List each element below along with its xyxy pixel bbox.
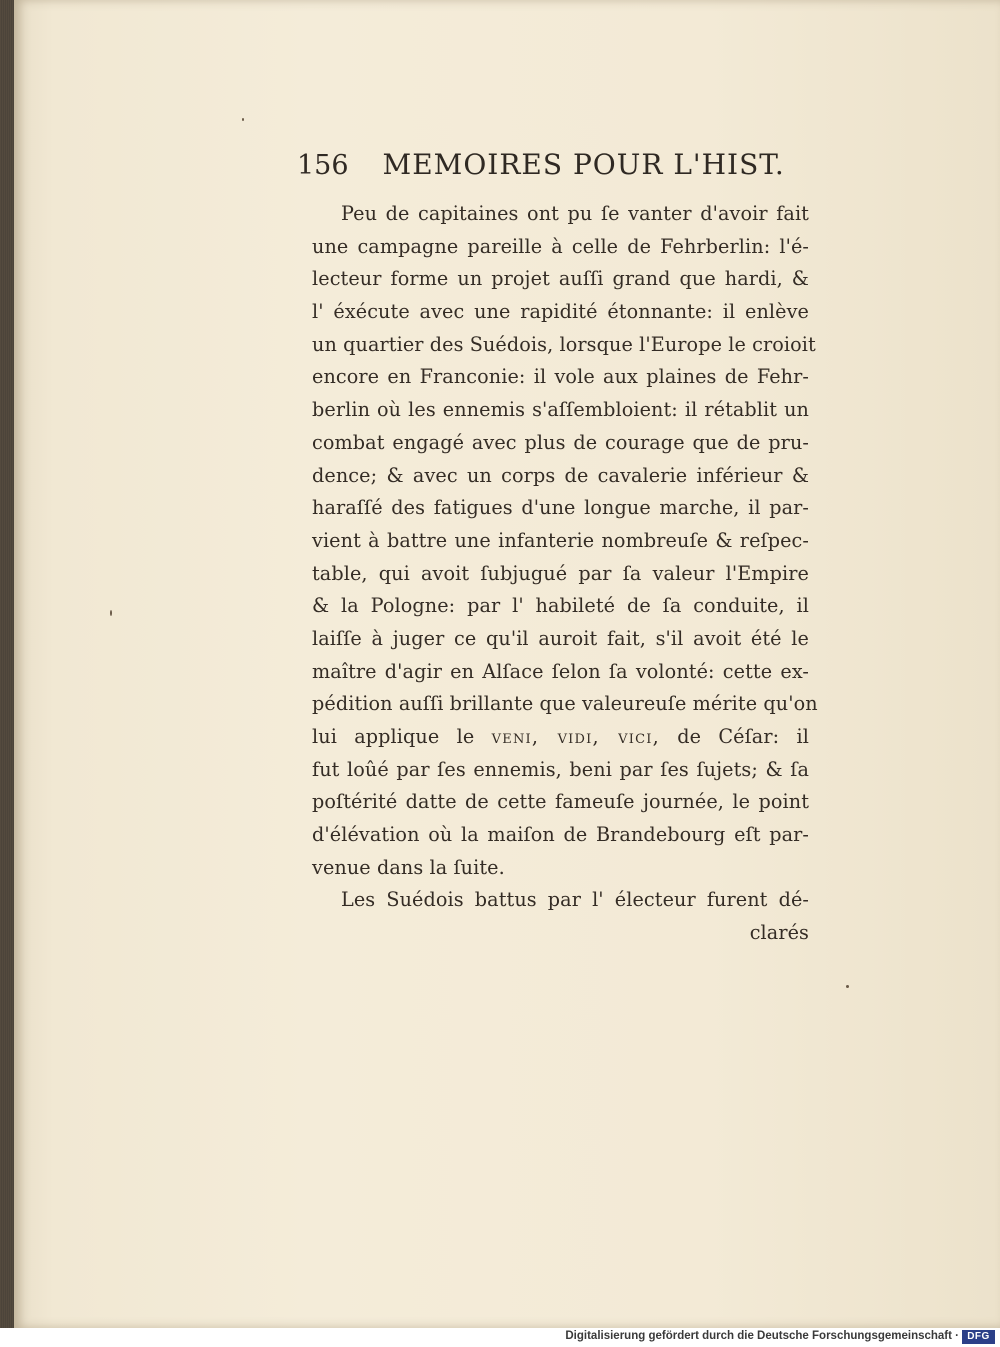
text-fragment: lui applique le (312, 725, 492, 748)
text-line: poſtérité datte de cette fameuſe journée, le point (312, 790, 809, 814)
text-fragment: de Céſar: il (659, 725, 809, 748)
text-line: Peu de capitaines ont pu ſe vanter d'avoir fait (341, 202, 809, 225)
paper-speck (846, 985, 849, 988)
book-page-edges (0, 0, 14, 1328)
body-text (312, 198, 818, 950)
paper-speck (242, 118, 244, 121)
digitization-footer (0, 1328, 1000, 1347)
text-line: l' éxécute avec une rapidité étonnante: il enlève (312, 300, 809, 324)
paragraph-first-line: Les Suédois battus par l' électeur furent dé- (341, 888, 809, 912)
text-line: laiſſe à juger ce qu'il auroit fait, s'il avoit été le (312, 626, 809, 650)
page-number: 156 (297, 150, 349, 181)
text-line-veni-vidi-vici (312, 721, 809, 754)
text-line: vient à battre une infanterie nombreuſe & reſpec- (312, 528, 809, 552)
text-line: un quartier des Suédois, lorsque l'Europe le croioit (312, 332, 816, 356)
dfg-logo-icon: DFG (962, 1330, 995, 1344)
text-line: d'élévation où la maiſon de Brandebourg eſt par- (312, 823, 809, 847)
text-line: table, qui avoit ſubjugué par ſa valeur l'Empire (312, 561, 809, 585)
catchword: clarés (749, 921, 809, 945)
text-line: encore en Franconie: il vole aux plaines de Fehr- (312, 365, 809, 389)
text-line: pédition auſſi brillante que valeureuſe mérite qu'on (312, 692, 818, 716)
text-line: lectеur forme un projet auſſi grand que hardi, & (312, 267, 809, 291)
text-line: dence; & avec un corps de cavalerie inférieur & (312, 463, 809, 487)
text-line: maître d'agir en Alſace ſelon ſa volonté: cette ex- (312, 659, 809, 683)
text-line: haraſſé des fatigues d'une longue marche, il par- (312, 496, 809, 520)
running-head (297, 148, 785, 181)
veni-vidi-vici-smallcaps: veni, vidi, vici, (491, 725, 660, 748)
paragraph-last-line: venue dans la ſuite. (312, 855, 505, 879)
text-line: combat engagé avec plus de courage que de pru- (312, 430, 809, 454)
running-head-title: MEMOIRES POUR L'HIST. (382, 148, 785, 181)
paper-speck (110, 610, 112, 616)
text-line: berlin où les ennemis s'aſſembloient: il rétablit un (312, 398, 809, 422)
text-line: une campagne pareille à celle de Fehrberlin: l'é- (312, 234, 809, 258)
dfg-credit-text: Digitalisierung gefördert durch die Deutsche Forschungsgemeinschaft · (565, 1330, 959, 1342)
text-line: & la Pologne: par l' habileté de ſa conduite, il (312, 594, 809, 618)
text-line: fut loûé par ſes ennemis, beni par ſes ſujets; & ſa (312, 757, 809, 781)
